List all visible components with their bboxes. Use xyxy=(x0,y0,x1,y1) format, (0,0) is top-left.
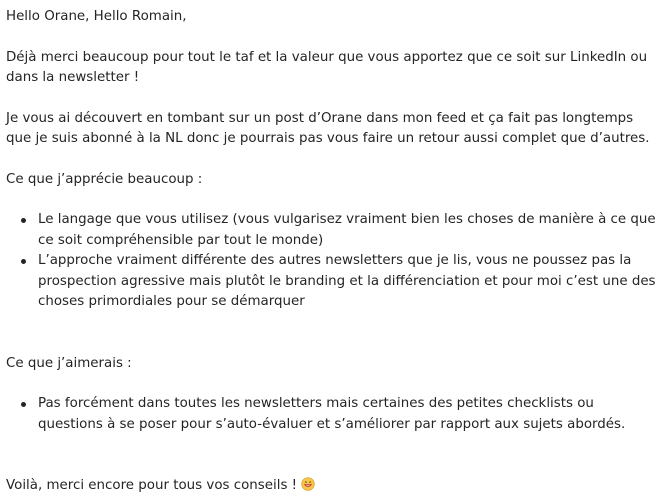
list-item: Pas forcément dans toutes les newsletters mais certaines des petites checklists ou questions à se poser pour s’auto-évaluer et s’améliorer par rapport aux sujets abordés. xyxy=(6,394,660,435)
list-item: L’approche vraiment différente des autres newsletters que je lis, vous ne poussez pas la prospection agressive mais plutôt le branding et la différenciation et pour moi c’est une des choses primordiales pour se démarquer xyxy=(6,251,660,313)
spacer xyxy=(6,28,660,48)
spacer xyxy=(6,150,660,170)
spacer xyxy=(6,455,660,476)
wishes-list xyxy=(6,394,660,435)
spacer xyxy=(6,435,660,455)
spacer xyxy=(6,374,660,394)
likes-list xyxy=(6,210,660,313)
wishes-heading: Ce que j’aimerais : xyxy=(6,355,132,371)
spacer xyxy=(6,313,660,333)
closing-line xyxy=(6,476,660,497)
spacer xyxy=(6,190,660,210)
list-item: Le langage que vous utilisez (vous vulgarisez vraiment bien les choses de manière à ce que ce soit compréhensible par tout le monde) xyxy=(6,210,660,251)
likes-heading: Ce que j’apprécie beaucoup : xyxy=(6,171,203,187)
paragraph-discovery: Je vous ai découvert en tombant sur un post d’Orane dans mon feed et ça fait pas longtemps que je suis abonné à la NL donc je pourrais pas vous faire un retour aussi complet que d’autres. xyxy=(6,110,650,146)
spacer xyxy=(6,89,660,109)
closing-text: Voilà, merci encore pour tous vos conseils ! xyxy=(6,478,298,493)
spacer xyxy=(6,333,660,354)
greeting: Hello Orane, Hello Romain, xyxy=(6,9,187,24)
paragraph-thanks: Déjà merci beaucoup pour tout le taf et la valeur que vous apportez que ce soit sur LinkedIn ou dans la newsletter ! xyxy=(6,49,648,85)
grinning-face-emoji-icon xyxy=(301,477,315,491)
